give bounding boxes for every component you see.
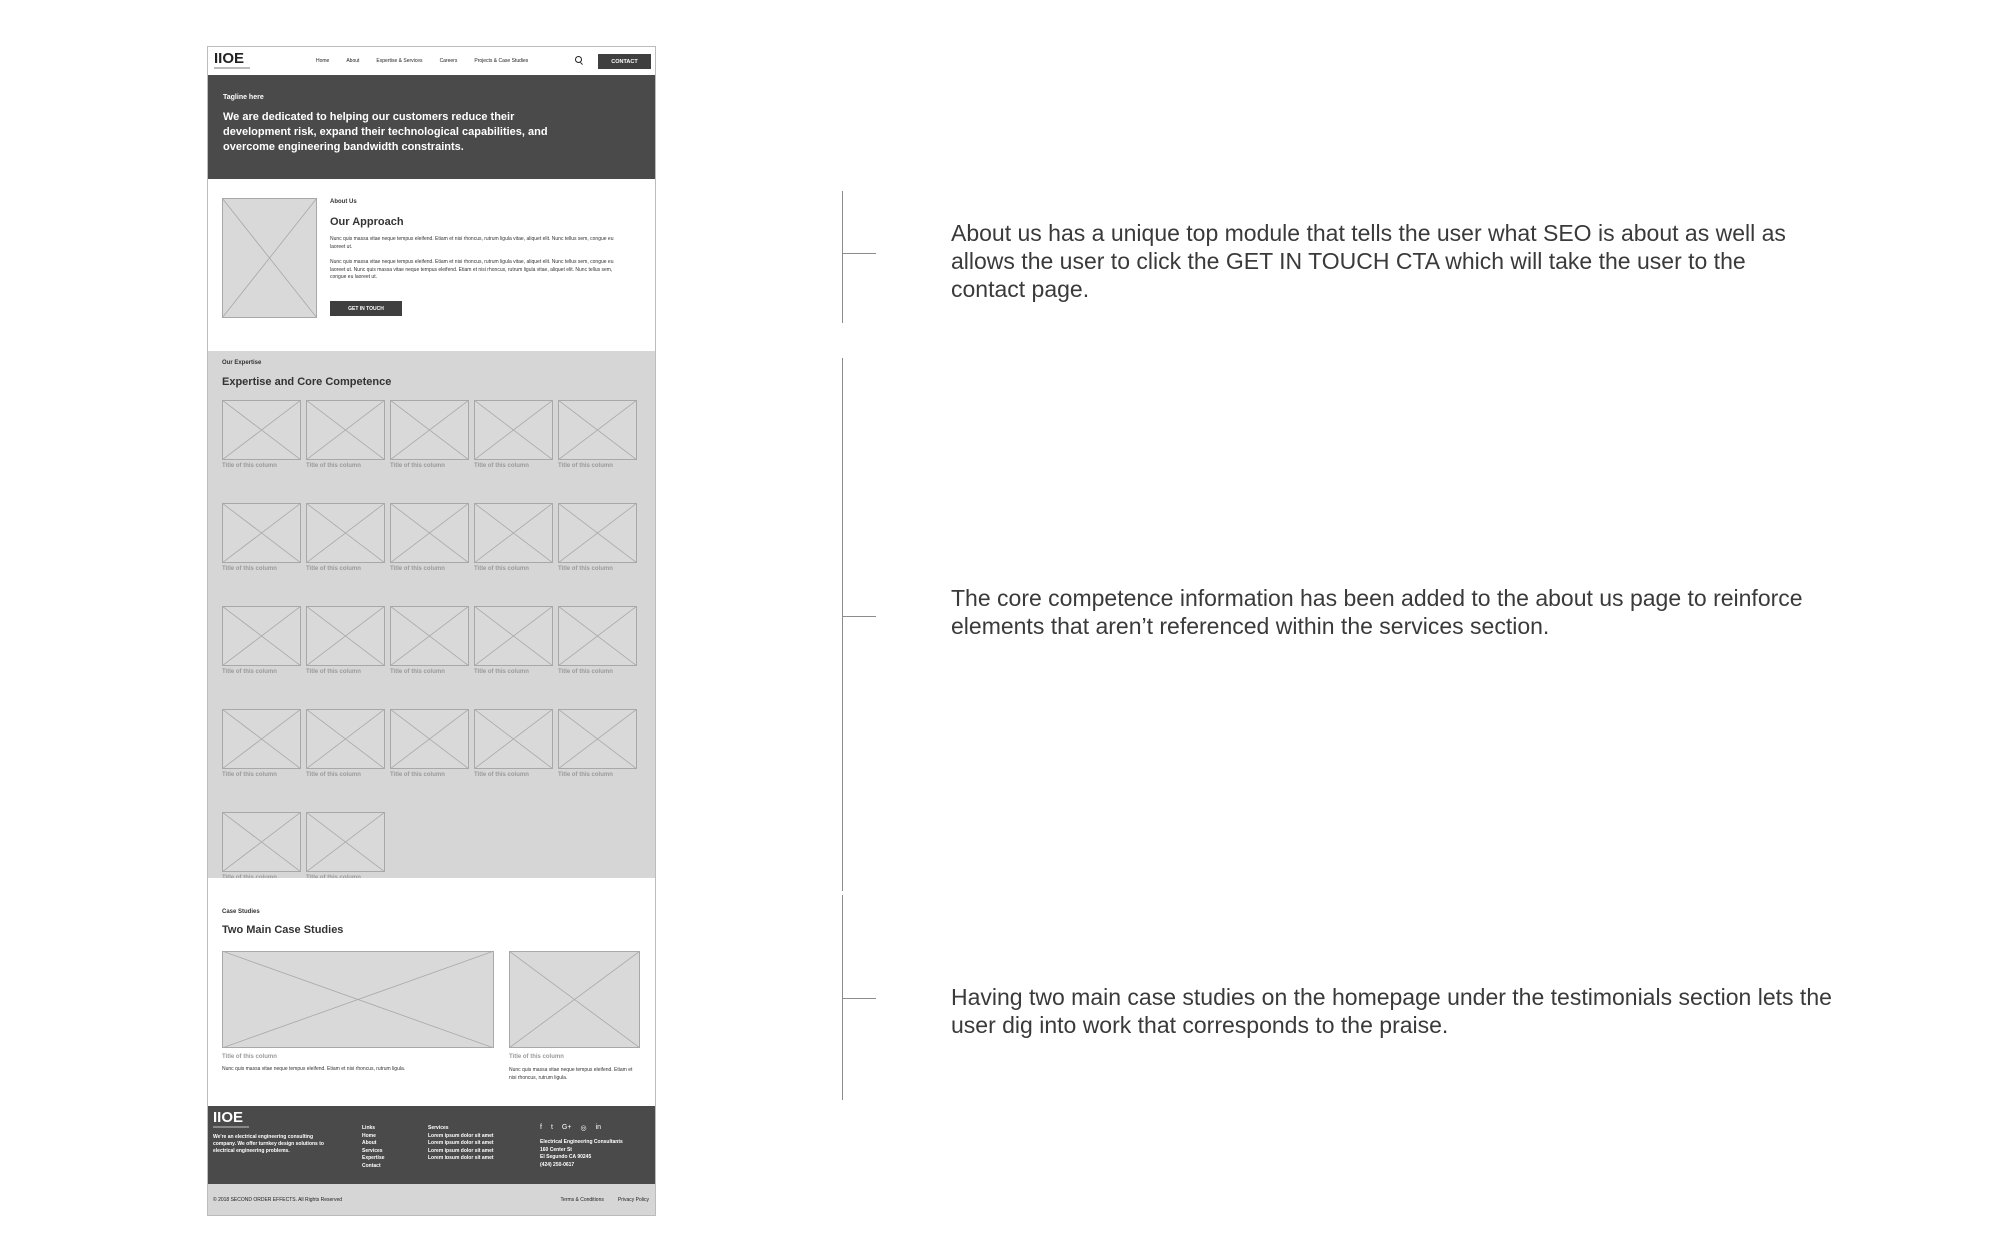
footer-contact (540, 1139, 623, 1169)
expertise-tile-image (222, 503, 301, 563)
expertise-tile-title: Title of this column (558, 463, 613, 469)
logo-text: IIOE (214, 50, 245, 67)
footer-links-heading: Links (362, 1125, 376, 1131)
footer-service-item[interactable]: Lorem ipsum dolor sit amet (428, 1155, 494, 1159)
nav-link-about[interactable]: About (346, 58, 360, 64)
expertise-tile-image (390, 606, 469, 666)
case-studies-section (208, 878, 655, 1106)
top-nav (208, 47, 655, 75)
footer-link-expertise[interactable]: Expertise (362, 1155, 385, 1161)
footer-company-name: Electrical Engineering Consultants (540, 1139, 623, 1145)
case-studies-heading: Two Main Case Studies (222, 924, 344, 936)
expertise-tile-image (306, 503, 385, 563)
footer-service-item[interactable]: Lorem ipsum dolor sit amet (428, 1147, 494, 1154)
expertise-tile-image (306, 400, 385, 460)
expertise-tile-image (222, 812, 301, 872)
expertise-tile-title: Title of this column (390, 772, 445, 778)
expertise-tile[interactable] (390, 503, 469, 572)
expertise-tile-image (390, 709, 469, 769)
contact-button[interactable]: CONTACT (598, 54, 651, 69)
footer-services (428, 1125, 494, 1159)
about-heading: Our Approach (330, 216, 404, 228)
expertise-tile-image (558, 709, 637, 769)
expertise-tile[interactable] (474, 400, 553, 469)
terms-link[interactable]: Terms & Conditions (560, 1197, 604, 1203)
footer-link-home[interactable]: Home (362, 1132, 376, 1139)
case-study-title-1[interactable]: Title of this column (222, 1054, 277, 1060)
linkedin-icon[interactable]: in (595, 1124, 602, 1131)
expertise-tile-title: Title of this column (306, 669, 361, 675)
copyright-text: © 2018 SECOND ORDER EFFECTS. All Rights Reserved (213, 1197, 342, 1203)
search-icon[interactable] (575, 56, 582, 63)
footer-service-item[interactable]: Lorem ipsum dolor sit amet (428, 1140, 494, 1146)
privacy-link[interactable]: Privacy Policy (617, 1197, 649, 1203)
annotation-bracket-1 (842, 191, 843, 323)
expertise-tile-image (390, 400, 469, 460)
footer-logo-text: IIOE (213, 1109, 244, 1126)
expertise-tile-title: Title of this column (390, 566, 445, 572)
expertise-tile-title: Title of this column (306, 463, 361, 469)
expertise-tile-image (306, 709, 385, 769)
case-studies-eyebrow: Case Studies (222, 909, 260, 915)
wireframe-page (207, 46, 656, 1216)
footer-social (540, 1124, 601, 1132)
expertise-tile[interactable] (558, 606, 637, 675)
expertise-tile[interactable] (474, 709, 553, 778)
expertise-tile-title: Title of this column (222, 772, 277, 778)
expertise-tile-title: Title of this column (306, 772, 361, 778)
expertise-tile-image (474, 709, 553, 769)
annotation-tick-1 (842, 253, 876, 254)
expertise-tile[interactable] (390, 709, 469, 778)
footer-city: El Segundo CA 90245 (540, 1154, 592, 1160)
footer-street: 160 Center St (540, 1146, 572, 1153)
footer-services-heading: Services (428, 1125, 449, 1131)
expertise-tile-title: Title of this column (390, 463, 445, 469)
expertise-tile-title: Title of this column (558, 772, 613, 778)
expertise-tile-image (222, 709, 301, 769)
expertise-tile-image (558, 400, 637, 460)
expertise-tile[interactable] (222, 709, 301, 778)
expertise-tile-image (390, 503, 469, 563)
expertise-tile-title: Title of this column (474, 669, 529, 675)
footer-service-item[interactable]: Lorem ipsum dolor sit amet (428, 1132, 494, 1139)
footer-link-contact[interactable]: Contact (362, 1162, 381, 1169)
case-study-desc-1: Nunc quis massa vitae neque tempus eleifend. Etiam et nisi rhoncus, rutrum ligula. (222, 1066, 406, 1072)
expertise-tile-image (474, 400, 553, 460)
nav-link-home[interactable]: Home (316, 58, 330, 64)
expertise-tile-title: Title of this column (390, 669, 445, 675)
expertise-tile[interactable] (306, 503, 385, 572)
expertise-tile-title: Title of this column (474, 566, 529, 572)
expertise-tile-image (222, 400, 301, 460)
expertise-eyebrow: Our Expertise (222, 360, 262, 366)
expertise-tile[interactable] (390, 606, 469, 675)
expertise-tile[interactable] (558, 503, 637, 572)
twitter-icon[interactable]: t (550, 1124, 553, 1131)
expertise-heading: Expertise and Core Competence (222, 376, 392, 388)
expertise-tile-image (306, 812, 385, 872)
case-study-title-2[interactable]: Title of this column (509, 1054, 564, 1060)
nav-link-expertise[interactable]: Expertise & Services (376, 58, 423, 64)
expertise-tile[interactable] (474, 606, 553, 675)
expertise-tile-title: Title of this column (558, 669, 613, 675)
expertise-tile[interactable] (558, 709, 637, 778)
logo[interactable] (214, 52, 250, 69)
expertise-tile-image (306, 606, 385, 666)
hero-banner (208, 75, 655, 179)
hero-text: We are dedicated to helping our customers reduce their development risk, expand their technological capabilities, and overcome engineering bandwidth constraints. (223, 111, 548, 153)
expertise-tile[interactable] (390, 400, 469, 469)
expertise-tile[interactable] (306, 400, 385, 469)
expertise-tile-image (558, 503, 637, 563)
expertise-tile-image (222, 606, 301, 666)
annotation-tick-2 (842, 616, 876, 617)
expertise-tile[interactable] (222, 812, 301, 881)
expertise-tile[interactable] (558, 400, 637, 469)
hero-tagline: Tagline here (223, 94, 264, 101)
nav-link-projects[interactable]: Projects & Case Studies (474, 58, 529, 64)
google-plus-icon[interactable]: G+ (561, 1124, 572, 1131)
about-paragraph-2: Nunc quis massa vitae neque tempus eleifend. Etiam et nisi rhoncus, rutrum ligula vitae, aliquet elit. Nunc tellus sem, congue eu laoreet ut. Nunc quis massa vitae neque tempus eleifend. Etiam et nisi rhoncus, rutrum ligula vitae, aliquet elit. Nunc tellus sem, congue eu laoreet ut. (330, 259, 614, 280)
about-section (208, 179, 655, 351)
get-in-touch-button[interactable]: GET IN TOUCH (330, 301, 402, 316)
facebook-icon[interactable]: f (540, 1124, 542, 1131)
annotation-tick-3 (842, 998, 876, 999)
about-eyebrow: About Us (330, 199, 357, 205)
annotation-about: About us has a unique top module that tells the user what SEO is about as well as allows the user to click the GET IN TOUCH CTA which will take the user to the contact page. (951, 220, 1786, 302)
footer-links (362, 1125, 385, 1170)
expertise-tile-title: Title of this column (222, 566, 277, 572)
expertise-section (208, 351, 655, 878)
expertise-tile-title: Title of this column (222, 669, 277, 675)
expertise-tile-title: Title of this column (474, 463, 529, 469)
expertise-tile-title: Title of this column (306, 566, 361, 572)
expertise-tile[interactable] (222, 503, 301, 572)
expertise-tile-title: Title of this column (474, 772, 529, 778)
logo-tagline-bar (214, 67, 250, 69)
about-paragraph-1: Nunc quis massa vitae neque tempus eleifend. Etiam et nisi rhoncus, rutrum ligula vitae, aliquet elit. Nunc tellus sem, congue eu laoreet ut. (330, 236, 614, 250)
legal-links (561, 1197, 649, 1203)
expertise-tile[interactable] (306, 606, 385, 675)
expertise-tile[interactable] (306, 709, 385, 778)
about-image-placeholder (222, 198, 317, 318)
footer-logo-tagline-bar (213, 1126, 249, 1128)
expertise-grid (222, 400, 642, 881)
case-study-desc-2: Nunc quis massa vitae neque tempus eleifend. Etiam et nisi rhoncus, rutrum ligula. (509, 1067, 633, 1081)
expertise-tile-image (474, 606, 553, 666)
expertise-tile-title: Title of this column (222, 463, 277, 469)
expertise-tile[interactable] (474, 503, 553, 572)
footer (208, 1106, 655, 1184)
nav-link-careers[interactable]: Careers (439, 58, 458, 64)
legal-bar (208, 1184, 655, 1216)
annotation-expertise: The core competence information has been added to the about us page to reinforce elements that aren’t referenced within the services section. (951, 585, 1803, 639)
footer-logo[interactable] (213, 1111, 249, 1128)
footer-phone[interactable]: (424) 250-0617 (540, 1161, 575, 1168)
expertise-tile[interactable] (222, 606, 301, 675)
footer-about: We're an electrical engineering consulting company. We offer turnkey design solutions to electrical engineering problems. (213, 1134, 324, 1154)
instagram-icon[interactable]: ◎ (580, 1125, 587, 1132)
case-study-image-1[interactable] (222, 951, 494, 1048)
case-study-image-2[interactable] (509, 951, 640, 1048)
expertise-tile-image (474, 503, 553, 563)
annotation-case-studies: Having two main case studies on the homepage under the testimonials section lets the user dig into work that corresponds to the praise. (951, 984, 1832, 1038)
annotation-bracket-2 (842, 358, 843, 891)
expertise-tile-title: Title of this column (558, 566, 613, 572)
footer-link-services[interactable]: Services (362, 1147, 383, 1154)
nav-links (316, 58, 545, 64)
expertise-tile[interactable] (306, 812, 385, 881)
footer-link-about[interactable]: About (362, 1140, 377, 1146)
expertise-tile[interactable] (222, 400, 301, 469)
expertise-tile-image (558, 606, 637, 666)
